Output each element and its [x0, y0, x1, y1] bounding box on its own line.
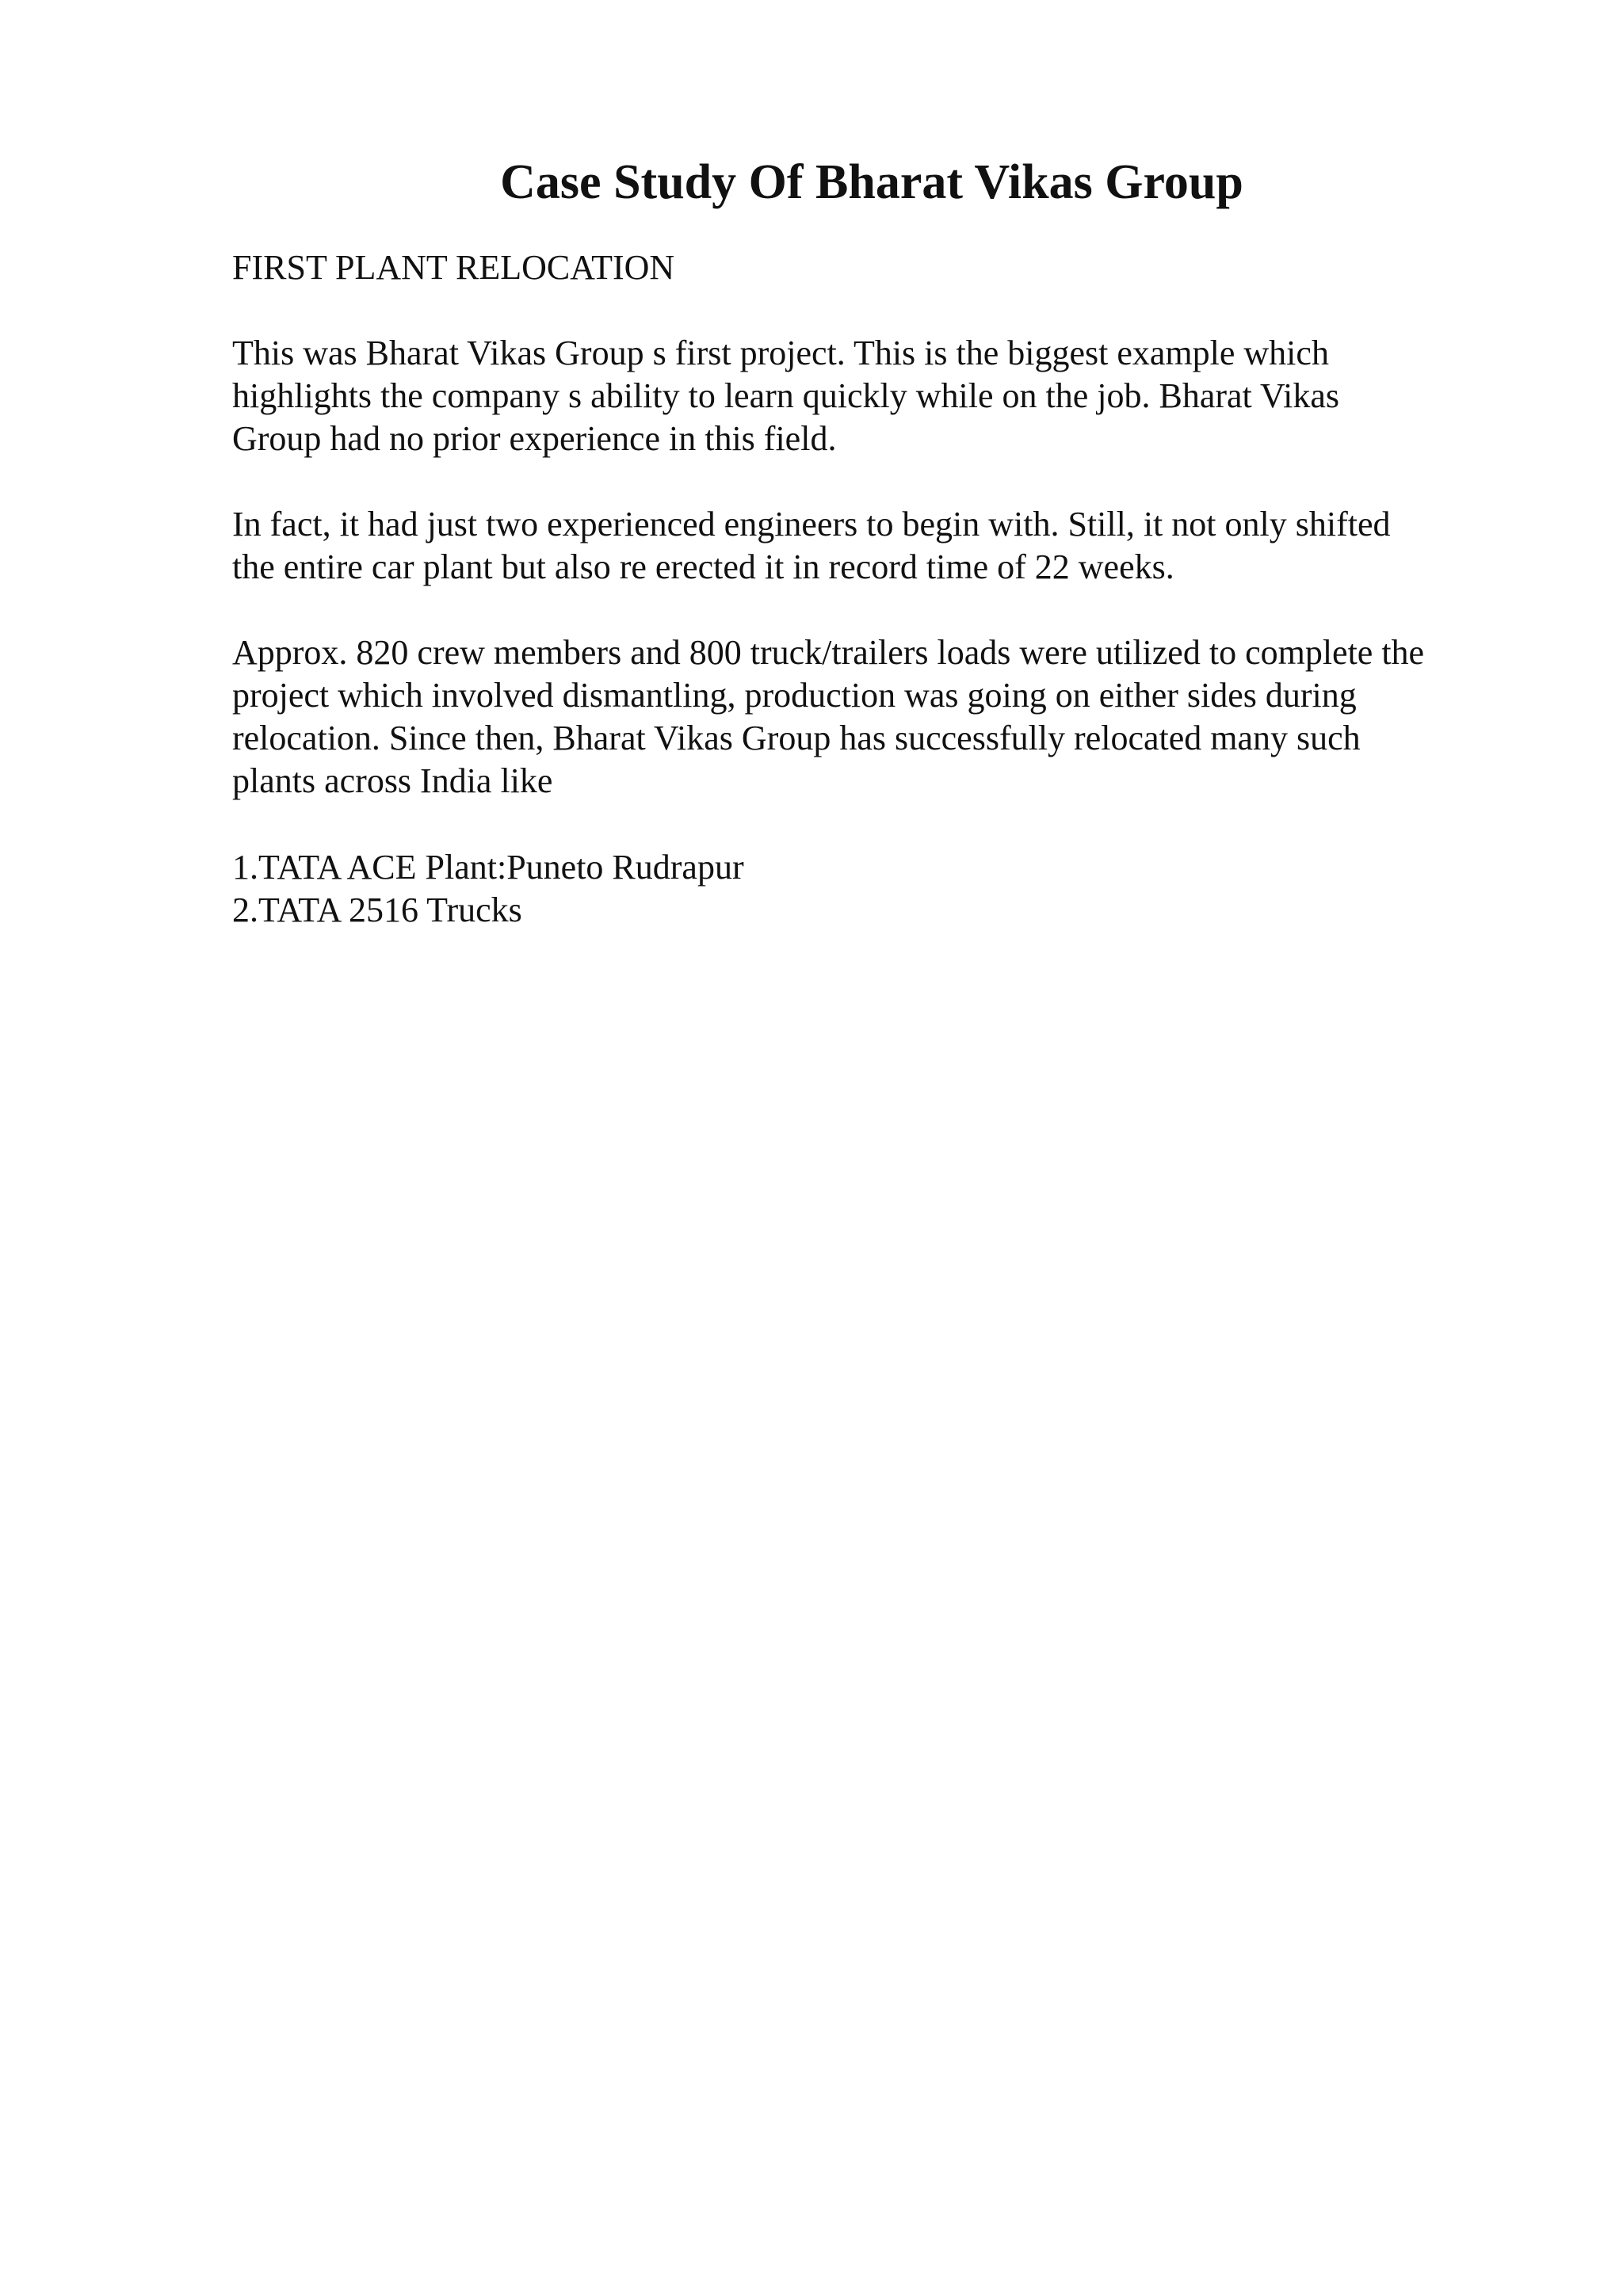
list-item: 1.TATA ACE Plant:Puneto Rudrapur [232, 848, 744, 887]
document-title: Case Study Of Bharat Vikas Group [500, 155, 1243, 209]
paragraph-first-project: This was Bharat Vikas Group s first project. This is the biggest example which highlights the company s ability to learn quickly while on the job. Bharat Vikas Group had no prior experience in this field. [232, 334, 1339, 458]
section-heading: FIRST PLANT RELOCATION [232, 248, 675, 287]
plant-list [232, 846, 1532, 932]
paragraph-crew: Approx. 820 crew members and 800 truck/trailers loads were utilized to complete the project which involved dismantling, production was going on either sides during relocation. Since then, Bharat Vikas Group has successfully relocated many such plants across India like [232, 633, 1425, 800]
list-item: 2.TATA 2516 Trucks [232, 891, 522, 929]
paragraph-engineers: In fact, it had just two experienced engineers to begin with. Still, it not only shifted the entire car plant but also re erected it in record time of 22 weeks. [232, 505, 1391, 586]
